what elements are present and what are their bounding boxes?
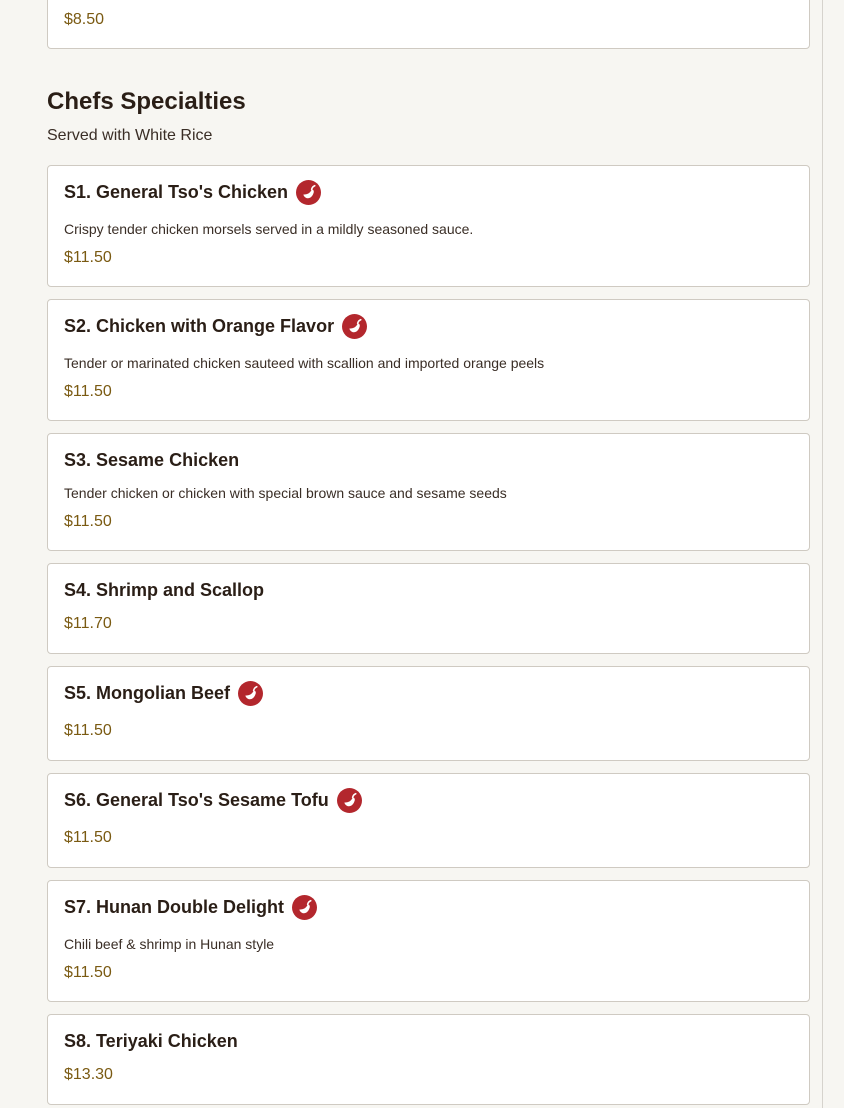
item-price: $11.50 bbox=[64, 964, 112, 981]
item-price: $11.50 bbox=[64, 383, 112, 400]
item-name: S4. Shrimp and Scallop bbox=[64, 580, 265, 600]
item-price: $8.50 bbox=[64, 11, 105, 28]
menu-item-card-s1[interactable] bbox=[47, 165, 810, 287]
item-name: S3. Sesame Chicken bbox=[64, 450, 240, 470]
item-price: $11.50 bbox=[64, 513, 112, 530]
item-price: $11.50 bbox=[64, 722, 112, 739]
menu-item-card-s6[interactable] bbox=[47, 773, 810, 868]
page-edge-divider bbox=[822, 0, 823, 1108]
item-name: S5. Mongolian Beef bbox=[64, 683, 231, 703]
item-name: S2. Chicken with Orange Flavor bbox=[64, 316, 335, 336]
menu-item-card-previous[interactable] bbox=[47, 0, 810, 49]
menu-item-card-s2[interactable] bbox=[47, 299, 810, 421]
item-description: Chili beef & shrimp in Hunan style bbox=[64, 936, 275, 952]
item-price: $13.30 bbox=[64, 1066, 113, 1083]
spicy-pepper-icon bbox=[342, 314, 367, 339]
item-name: S7. Hunan Double Delight bbox=[64, 897, 285, 917]
menu-item-card-s4[interactable] bbox=[47, 563, 810, 654]
item-name: S8. Teriyaki Chicken bbox=[64, 1031, 238, 1051]
spicy-pepper-icon bbox=[238, 681, 263, 706]
item-price: $11.50 bbox=[64, 829, 112, 846]
section-title: Chefs Specialties bbox=[47, 88, 246, 115]
item-name: S6. General Tso's Sesame Tofu bbox=[64, 790, 329, 810]
menu-item-card-s3[interactable] bbox=[47, 433, 810, 551]
item-description: Crispy tender chicken morsels served in a mildly seasoned sauce. bbox=[64, 221, 474, 237]
item-description: Tender or marinated chicken sauteed with scallion and imported orange peels bbox=[64, 355, 545, 371]
menu-item-card-s7[interactable] bbox=[47, 880, 810, 1002]
item-price: $11.70 bbox=[64, 615, 112, 632]
menu-item-card-s8[interactable] bbox=[47, 1014, 810, 1105]
item-description: Tender chicken or chicken with special brown sauce and sesame seeds bbox=[64, 485, 507, 501]
section-subtitle: Served with White Rice bbox=[47, 127, 213, 144]
menu-item-card-s5[interactable] bbox=[47, 666, 810, 761]
spicy-pepper-icon bbox=[337, 788, 362, 813]
item-name: S1. General Tso's Chicken bbox=[64, 182, 289, 202]
spicy-pepper-icon bbox=[296, 180, 321, 205]
item-price: $11.50 bbox=[64, 249, 112, 266]
spicy-pepper-icon bbox=[292, 895, 317, 920]
